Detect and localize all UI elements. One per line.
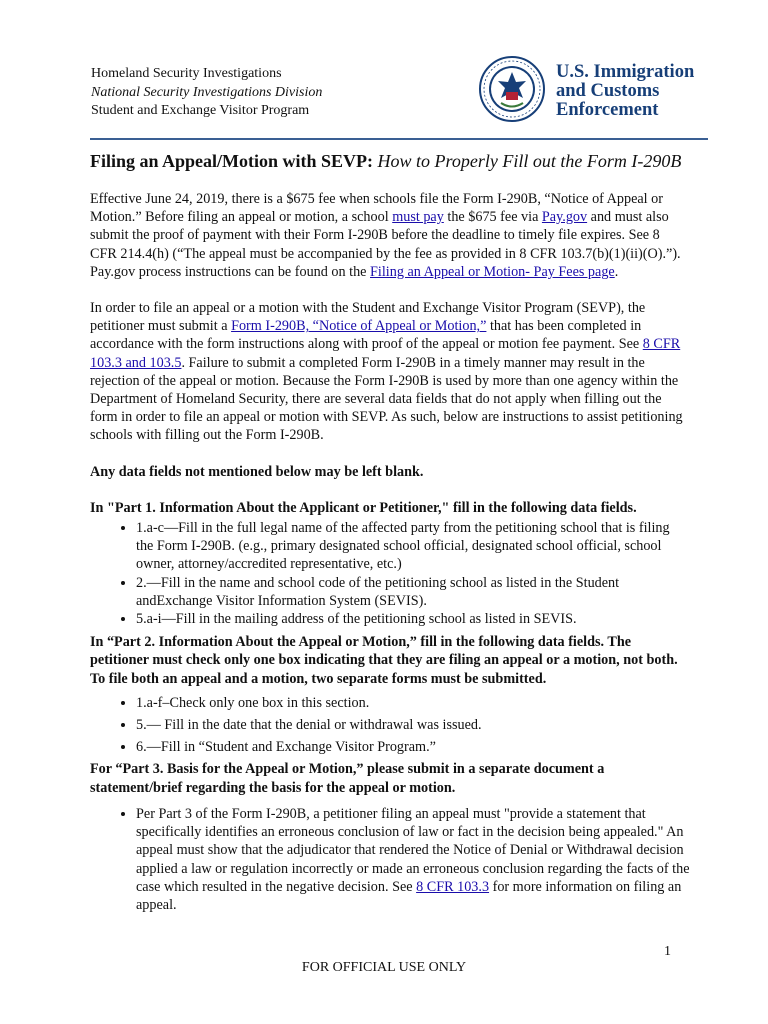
title-main: Filing an Appeal/Motion with SEVP: — [90, 151, 374, 171]
must-pay-link[interactable]: must pay — [392, 209, 444, 226]
list-item: • 5.— Fill in the date that the denial or withdrawal was issued. — [136, 716, 690, 734]
page-title — [90, 151, 681, 172]
part2-list — [90, 694, 690, 757]
para1-text-2: the $675 fee via — [443, 209, 542, 226]
list-item: • 5.a-i—Fill in the mailing address of the petitioning school as listed in SEVIS. — [136, 610, 690, 628]
header-line-nsid: National Security Investigations Division — [91, 84, 323, 100]
blank-fields-note: Any data fields not mentioned below may be left blank. — [90, 463, 424, 480]
list-item: • 2.—Fill in the name and school code of the petitioning school as listed in the Student andExchange Visitor Information System (SEVIS). — [136, 574, 690, 610]
part1-list — [90, 519, 690, 628]
form-i290b-link[interactable]: Form I-290B, “Notice of Appeal or Motion,” — [231, 318, 487, 335]
agency-line-3: Enforcement — [556, 100, 659, 120]
header-line-hsi: Homeland Security Investigations — [91, 66, 282, 81]
para1-text-1: Effective June 24, 2019, there is a $675 fee when schools file the Form I-290B, “Notice of Appeal or Motion.” Before filing an appeal or motion, a school — [90, 191, 663, 226]
cfr-103-link[interactable]: 8 CFR 103.3 and 103.5 — [90, 336, 681, 371]
title-subtitle: How to Properly Fill out the Form I-290B — [377, 151, 682, 171]
part3-text-1: Per Part 3 of the Form I-290B, a petitioner filing an appeal must "provide a statement that specifically identifies an erroneous conclusion of law or fact in the decision being appealed." An appeal must show that the adjudicator that rendered the Notice of Denial or Withdrawal decision applied a law or regulation incorrectly or made an erroneous conclusion regarding the facts of the case which resulted in the negative decision. See — [136, 805, 690, 895]
header-line-sevp: Student and Exchange Visitor Program — [91, 103, 310, 118]
paragraph-fee — [90, 190, 690, 281]
list-item: • 6.—Fill in “Student and Exchange Visitor Program.” — [136, 738, 690, 756]
footer-classification: FOR OFFICIAL USE ONLY — [301, 960, 467, 975]
page-number: 1 — [664, 944, 671, 959]
paragraph-filing — [90, 299, 690, 445]
agency-line-2: and Customs — [556, 81, 660, 101]
dhs-seal-icon — [479, 56, 545, 122]
part3-list — [90, 805, 690, 914]
para1-text-4: . — [614, 263, 619, 280]
para2-text-2: that has been completed in accordance with the form instructions along with proof of the appeal or motion fee payment. See — [90, 318, 643, 353]
agency-line-1: U.S. Immigration — [556, 62, 695, 82]
ice-agency-name — [556, 63, 694, 120]
cfr-103-3-link[interactable]: 8 CFR 103.3 — [416, 878, 490, 895]
para1-text-3: and must also submit the proof of payment with their Form I-290B before the deadline to timely file expires. See 8 CFR 214.4(h) (“The appeal must be accompanied by the fee as provided in 8 CFR 103.7(b)(1)(ii)(O).”). Pay.gov process instructions can be found on the — [90, 209, 681, 280]
list-item: • 1.a-f–Check only one box in this section. — [136, 694, 690, 712]
header-divider — [90, 138, 708, 140]
list-item: • 1.a-c—Fill in the full legal name of the affected party from the petitioning school that is filing the Form I-290B. (e.g., primary designated school official, designated school official, school owner, attorney/accredited representative, etc.) — [136, 519, 690, 574]
list-item — [136, 805, 690, 914]
para2-text-3: . Failure to submit a completed Form I-290B in a timely manner may result in the rejection of the appeal or motion. Because the Form I-290B is used by more than one agency within the Department of Homeland Security, there are several data fields that do not apply when filling out the form in order to file an appeal or motion with SEVP. As such, below are instructions to assist petitioning schools with filling out the Form I-290B. — [90, 354, 683, 444]
document-body — [90, 190, 690, 914]
part3-heading: For “Part 3. Basis for the Appeal or Motion,” please submit in a separate document a statement/brief regarding the basis for the appeal or motion. — [90, 761, 605, 796]
pay-fees-page-link[interactable]: Filing an Appeal or Motion- Pay Fees page — [370, 263, 615, 280]
paygov-link[interactable]: Pay.gov — [541, 209, 588, 226]
part2-heading: In “Part 2. Information About the Appeal or Motion,” fill in the following data fields. The petitioner must check only one box indicating that they are filing an appeal or a motion, not both. To file both an appeal and a motion, two separate forms must be submitted. — [90, 634, 678, 687]
para2-text-1: In order to file an appeal or a motion with the Student and Exchange Visitor Program (SEVP), the petitioner must submit a — [90, 300, 646, 335]
spacer — [90, 481, 690, 499]
header-division-block — [91, 65, 322, 121]
spacer — [90, 445, 690, 463]
part3-text-2: for more information on filing an appeal. — [136, 878, 682, 913]
part1-heading: In "Part 1. Information About the Applicant or Petitioner," fill in the following data fields. — [90, 499, 637, 516]
spacer — [90, 281, 690, 299]
